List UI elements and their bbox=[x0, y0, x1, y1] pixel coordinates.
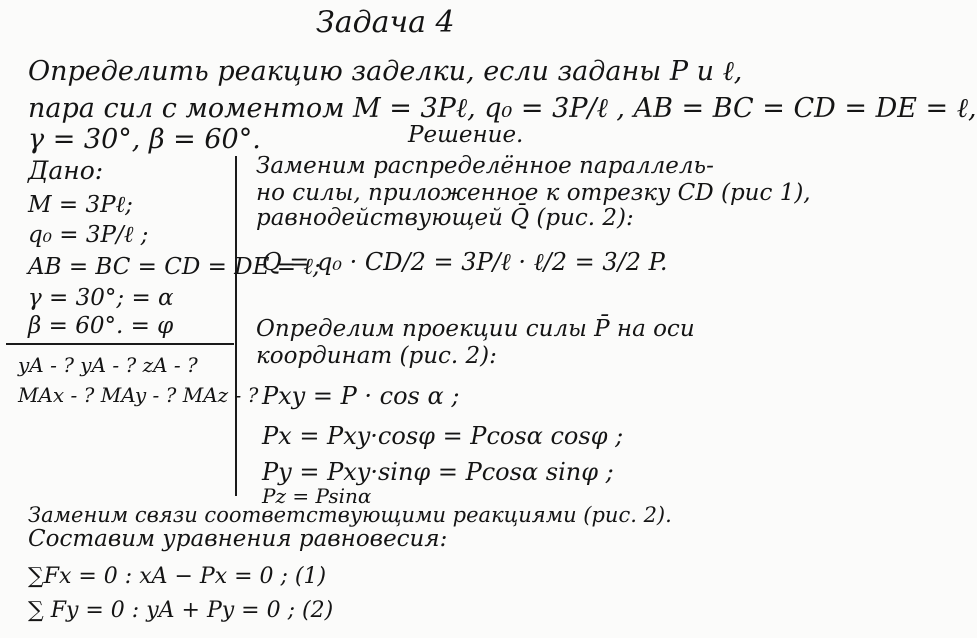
find-reactions: yA - ? yA - ? zA - ? bbox=[18, 353, 198, 377]
equation-pxy: Pxy = P · cos α ; bbox=[262, 382, 460, 410]
given-gamma: γ = 30°; = α bbox=[28, 285, 174, 311]
given-lengths: AB = BC = CD = DE = ℓ; bbox=[28, 254, 321, 280]
given-divider bbox=[6, 343, 234, 345]
given-moment: M = 3Pℓ; bbox=[28, 192, 133, 218]
solution-line-2: но силы, приложенное к отрезку CD (рис 1), bbox=[256, 180, 811, 206]
equilibrium-eq-1: ∑Fx = 0 : xA − Px = 0 ; (1) bbox=[28, 564, 327, 589]
equilibrium-eq-2: ∑ Fy = 0 : yA + Py = 0 ; (2) bbox=[28, 598, 334, 623]
projection-heading: Определим проекции силы P̄ на оси bbox=[256, 316, 695, 342]
task-title: Задача 4 bbox=[316, 5, 455, 40]
solution-heading: Решение. bbox=[408, 122, 524, 148]
solution-line-3: равнодействующей Q̄ (рис. 2): bbox=[256, 205, 634, 231]
solution-line-1: Заменим распределённое параллель- bbox=[256, 153, 714, 179]
equation-py: Py = Pxy·sinφ = Pcosα sinφ ; bbox=[262, 458, 614, 486]
problem-line-2: пара сил с моментом M = 3Pℓ, q₀ = 3P/ℓ , AB = BC = CD = DE = ℓ, bbox=[28, 93, 977, 124]
given-load: q₀ = 3P/ℓ ; bbox=[28, 222, 149, 248]
vertical-divider bbox=[235, 156, 237, 496]
problem-line-3: γ = 30°, β = 60°. bbox=[28, 124, 261, 155]
bottom-line-1: Заменим связи соответствующими реакциями (рис. 2). bbox=[28, 503, 672, 527]
given-beta: β = 60°. = φ bbox=[28, 313, 174, 339]
problem-line-1: Определить реакцию заделки, если заданы P и ℓ, bbox=[28, 56, 743, 87]
projection-heading-2: координат (рис. 2): bbox=[256, 343, 497, 369]
given-heading: Дано: bbox=[28, 156, 104, 185]
resultant-equation: Q = q₀ · CD/2 = 3P/ℓ · ℓ/2 = 3/2 P. bbox=[262, 248, 668, 276]
find-moments: MAx - ? MAy - ? MAz - ? bbox=[18, 383, 259, 407]
equation-px: Px = Pxy·cosφ = Pcosα cosφ ; bbox=[262, 422, 624, 450]
bottom-line-2: Составим уравнения равновесия: bbox=[28, 526, 448, 552]
equation-pz: Pz = Psinα bbox=[262, 484, 372, 508]
